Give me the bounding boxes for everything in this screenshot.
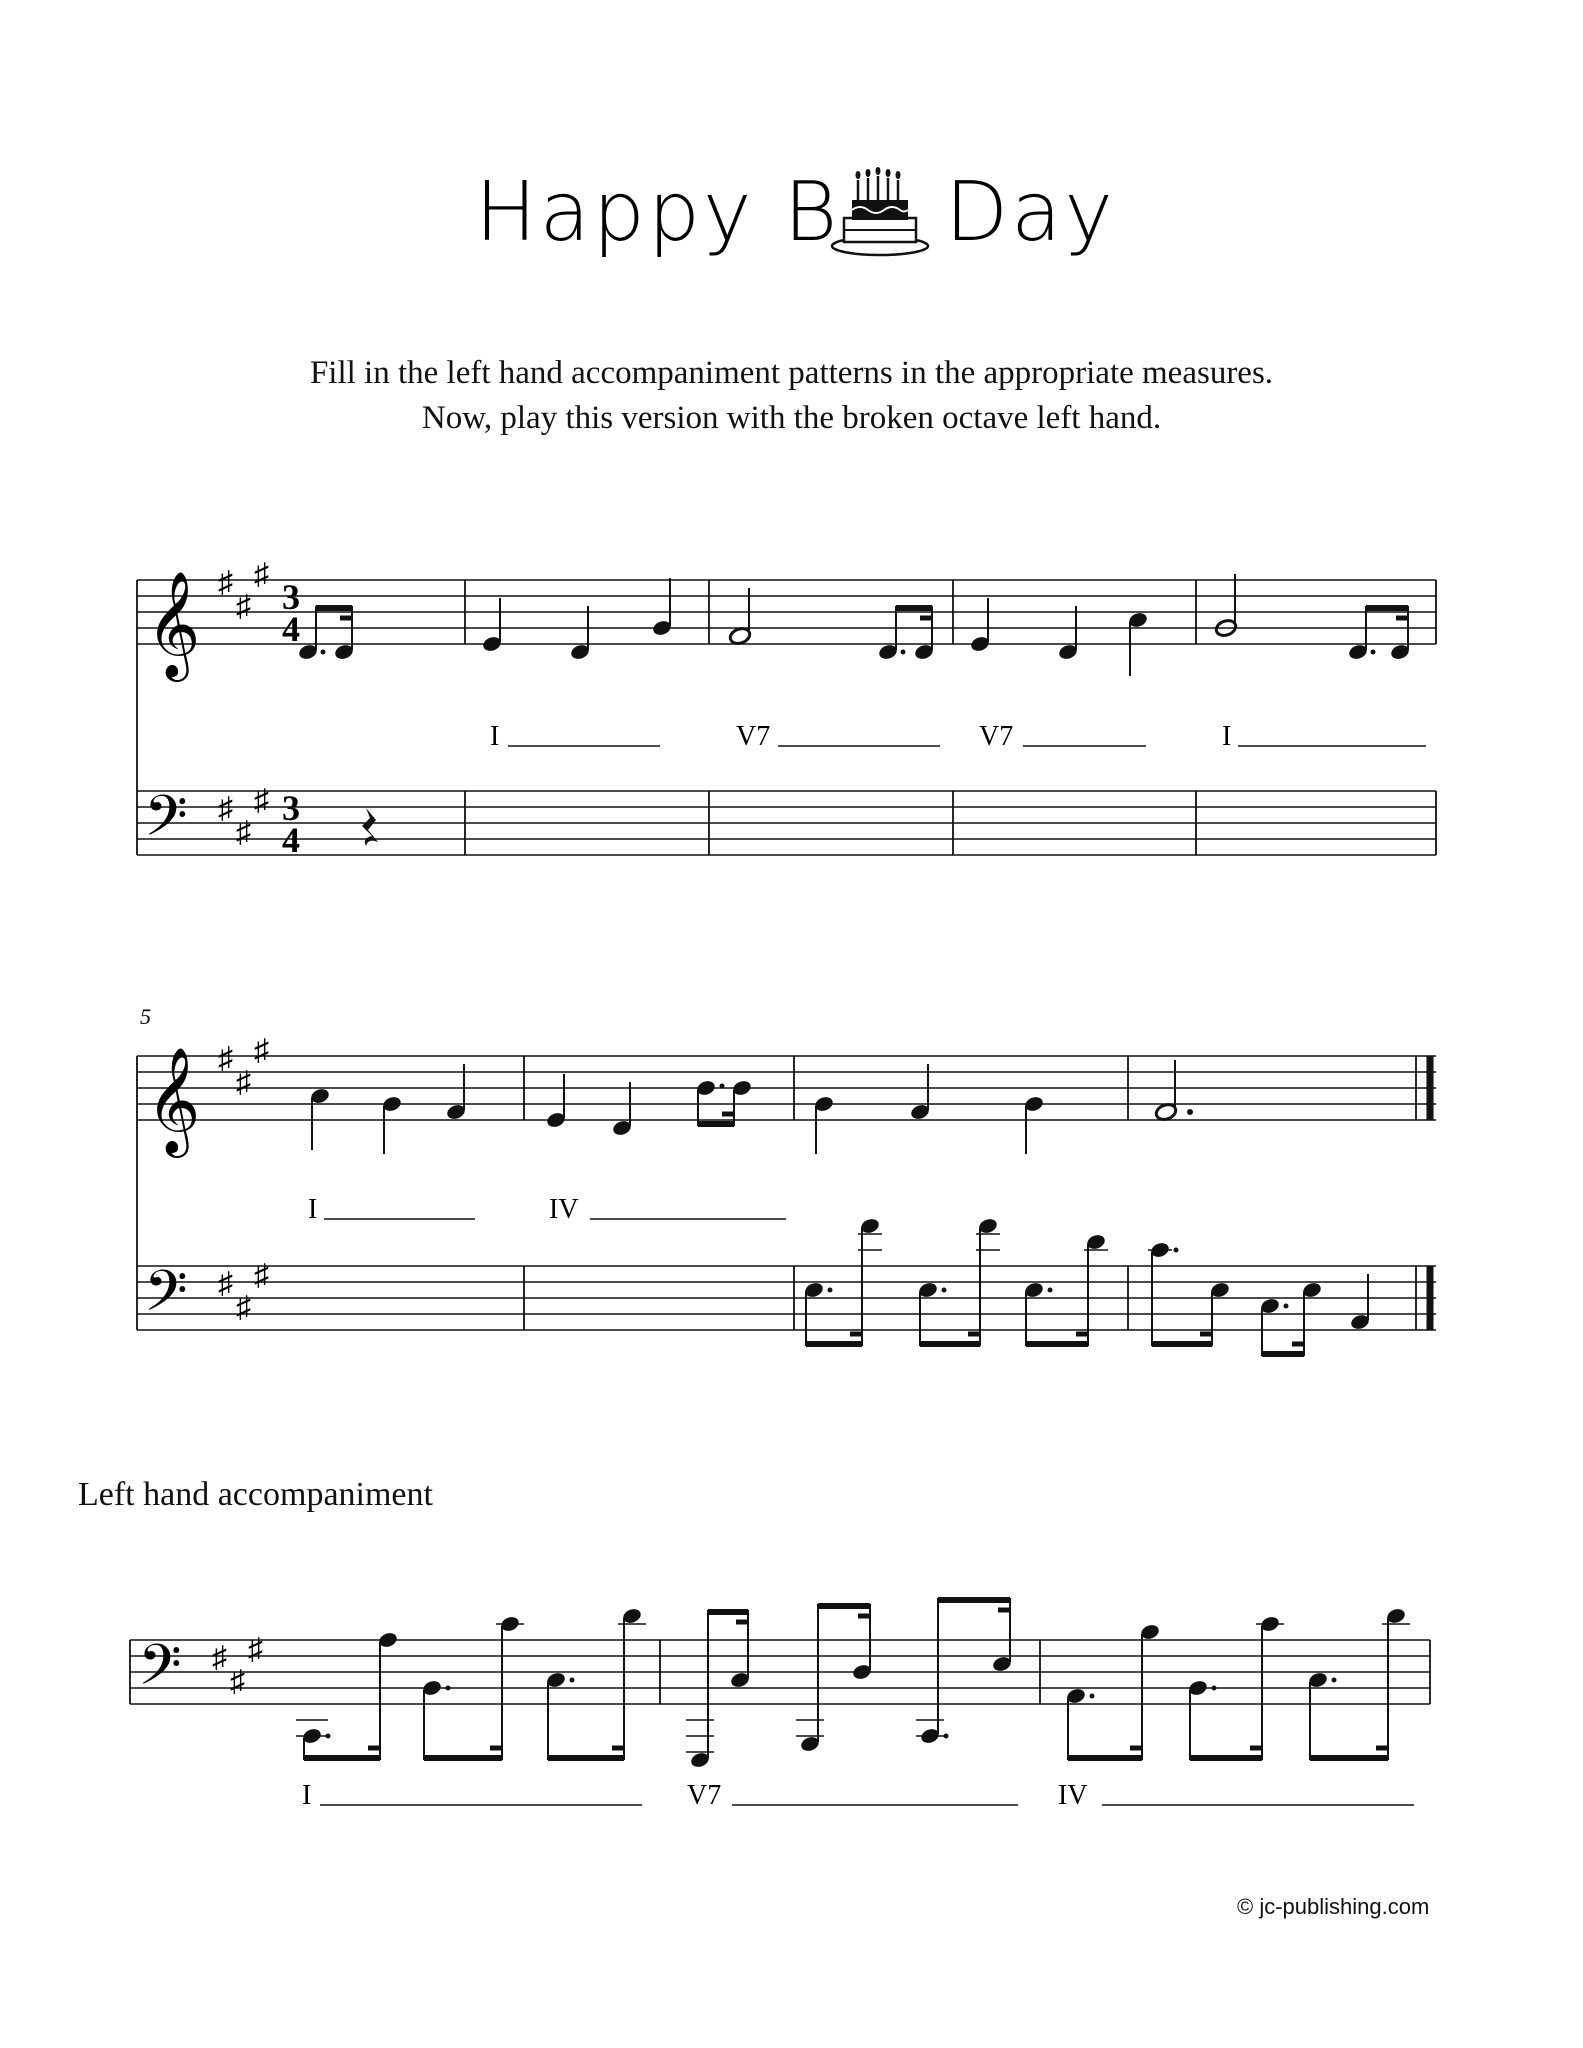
svg-text:♯: ♯: [236, 1066, 251, 1099]
time-signature-bass: [282, 788, 300, 860]
chord-labels-1: [490, 721, 1426, 752]
chord-label: IV: [1058, 1780, 1088, 1811]
instruction-line-2: Now, play this version with the broken octave left hand.: [421, 400, 1162, 436]
instruction-line-1: Fill in the left hand accompaniment patterns in the appropriate measures.: [309, 355, 1274, 391]
chord-label: I: [302, 1780, 312, 1811]
quarter-rest-icon: [362, 808, 378, 846]
treble-staff-1: [137, 580, 1436, 644]
key-signature-treble-1: [218, 558, 269, 623]
time-signature-treble: [282, 577, 300, 649]
chord-labels-3: [302, 1780, 1414, 1811]
svg-text:♯: ♯: [236, 1291, 251, 1324]
bass-clef-icon: 𝄢: [138, 1633, 182, 1712]
copyright-notice: © jc-publishing.com: [1237, 1894, 1430, 1919]
accompaniment-staff: [130, 1598, 1430, 1811]
svg-text:♯: ♯: [254, 1259, 269, 1292]
chord-labels-2: [308, 1194, 786, 1225]
chord-label: I: [1222, 721, 1232, 752]
treble-clef-icon: 𝄞: [146, 1046, 201, 1153]
key-signature-treble-2: [218, 1034, 269, 1099]
accompaniment-notes: [296, 1598, 1410, 1769]
svg-text:♯: ♯: [212, 1641, 227, 1674]
bass-clef-icon: 𝄢: [144, 784, 188, 863]
chord-label: V7: [736, 721, 771, 752]
svg-text:4: 4: [282, 820, 300, 860]
left-hand-accompaniment-heading: Left hand accompaniment: [78, 1476, 433, 1513]
svg-text:♯: ♯: [254, 1034, 269, 1067]
barlines-2: [524, 1056, 1430, 1330]
melody-notes-2: [309, 1060, 1193, 1154]
svg-text:♯: ♯: [230, 1665, 245, 1698]
treble-staff-2: [137, 1056, 1436, 1120]
svg-text:♯: ♯: [254, 558, 269, 591]
system-1: [137, 558, 1436, 863]
chord-label: V7: [687, 1780, 722, 1811]
bass-clef-icon: 𝄢: [144, 1259, 188, 1338]
bass-staff-2: [137, 1266, 1436, 1330]
svg-text:3: 3: [282, 788, 300, 828]
svg-text:♯: ♯: [236, 590, 251, 623]
svg-text:♯: ♯: [236, 816, 251, 849]
measure-number: 5: [140, 1004, 151, 1029]
chord-label: I: [308, 1194, 318, 1225]
svg-text:♯: ♯: [254, 784, 269, 817]
treble-clef-icon: 𝄞: [146, 570, 201, 677]
svg-text:♯: ♯: [248, 1633, 263, 1666]
title-text-before: Happy B: [475, 165, 841, 260]
bass-notes-2: [803, 1217, 1370, 1356]
svg-text:♯: ♯: [218, 1267, 233, 1300]
chord-label: V7: [979, 721, 1014, 752]
svg-text:3: 3: [282, 577, 300, 617]
system-2: [137, 1004, 1436, 1356]
svg-text:♯: ♯: [218, 1042, 233, 1075]
chord-label: IV: [549, 1194, 579, 1225]
bass-staff-3: [130, 1640, 1430, 1704]
barlines-1: [465, 580, 1436, 855]
svg-text:♯: ♯: [218, 566, 233, 599]
title-text-after: Day: [945, 165, 1116, 260]
bass-staff-1: [137, 791, 1436, 855]
svg-text:4: 4: [282, 609, 300, 649]
svg-text:♯: ♯: [218, 792, 233, 825]
chord-label: I: [490, 721, 500, 752]
